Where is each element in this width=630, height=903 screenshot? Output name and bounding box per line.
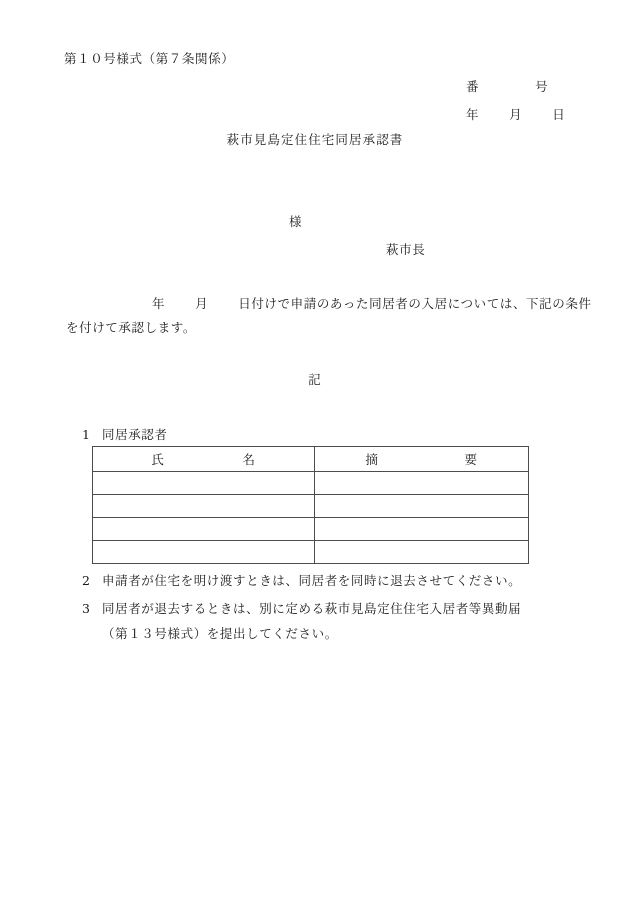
cohabitant-approval-table [92,446,529,564]
item-3-continuation: （第１３号様式）を提出してください。 [102,626,338,641]
table-row [93,518,529,541]
table-row [93,472,529,495]
date-month-label: 月 [509,107,523,122]
cell-name[interactable] [93,541,315,564]
addressee-honorific: 様 [289,214,303,229]
table-row [93,541,529,564]
body-date-month-label: 月 [195,296,209,311]
item-3-text: 同居者が退去するときは、別に定める萩市見島定住住宅入居者等異動届 [102,601,522,616]
table-header [93,447,529,472]
column-header-note-inner [315,450,528,468]
date-day-label: 日 [552,107,566,122]
document-title: 萩市見島定住住宅同居承認書 [226,132,404,147]
document-number-label-left: 番 [466,79,480,94]
cell-note[interactable] [315,472,529,495]
document-number-line [466,78,548,97]
table-body [93,472,529,564]
table-header-row [93,447,529,472]
cell-note[interactable] [315,495,529,518]
body-line-1-text: 日付けで申請のあった同居者の入居については、下記の条件 [238,296,592,311]
cell-name[interactable] [93,495,315,518]
item-1-label: 同居承認者 [102,427,168,442]
cell-note[interactable] [315,541,529,564]
column-header-name-left: 氏 [151,452,165,467]
ki-marker: 記 [308,372,322,387]
document-date-line [466,106,565,125]
date-year-label: 年 [466,107,480,122]
item-2-number: 2 [82,573,90,588]
cell-note[interactable] [315,518,529,541]
table-row [93,495,529,518]
column-header-note-right: 要 [464,452,478,467]
column-header-note [315,447,529,472]
item-3-number: 3 [82,601,90,616]
column-header-name [93,447,315,472]
body-paragraph-line-2: を付けて承認します。 [66,320,197,335]
item-2-text: 申請者が住宅を明け渡すときは、同居者を同時に退去させてください。 [102,573,522,588]
issuer-name: 萩市長 [386,242,426,257]
form-number: 第１０号様式（第７条関係） [64,51,235,66]
column-header-name-right: 名 [242,452,256,467]
cell-name[interactable] [93,472,315,495]
item-1-number: 1 [82,427,90,442]
column-header-name-inner [93,450,314,468]
cell-name[interactable] [93,518,315,541]
document-number-label-right: 号 [535,79,549,94]
column-header-note-left: 摘 [365,452,379,467]
body-paragraph-line-1 [152,295,592,314]
body-date-year-label: 年 [152,296,166,311]
